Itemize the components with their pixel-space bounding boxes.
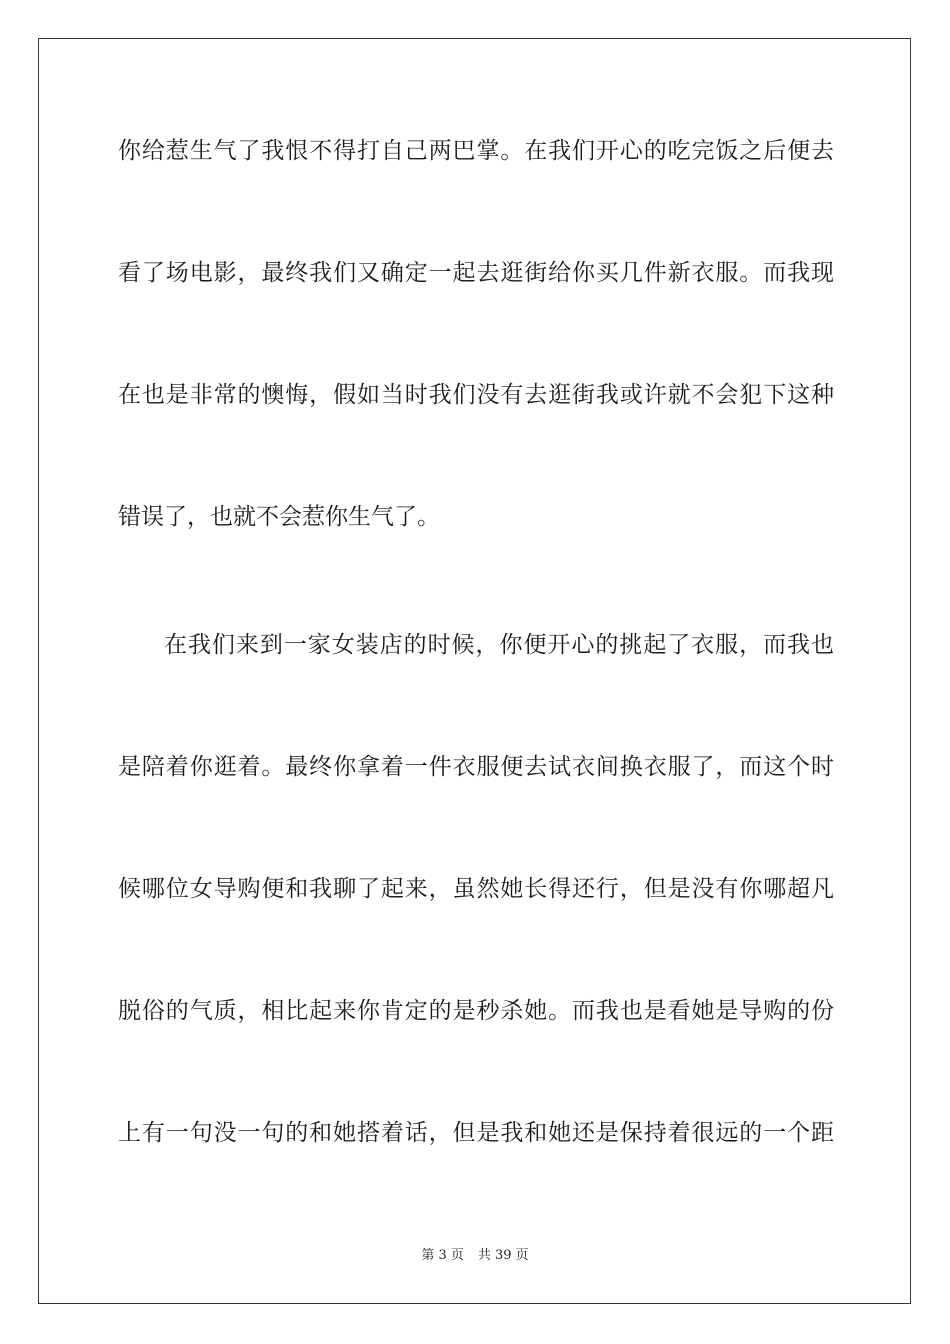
page-border — [38, 38, 911, 1304]
paragraph-line: 你给惹生气了我恨不得打自己两巴掌。在我们开心的吃完饭之后便去 — [118, 138, 834, 164]
page-footer — [0, 1246, 950, 1266]
paragraph-line: 看了场电影，最终我们又确定一起去逛街给你买几件新衣服。而我现 — [118, 260, 834, 286]
paragraph-line: 候哪位女导购便和我聊了起来，虽然她长得还行，但是没有你哪超凡 — [118, 876, 834, 902]
paragraph-line: 在也是非常的懊悔，假如当时我们没有去逛街我或许就不会犯下这种 — [118, 382, 834, 408]
page-total: 共 39 页 — [477, 1248, 529, 1263]
paragraph-line: 在我们来到一家女装店的时候，你便开心的挑起了衣服，而我也 — [164, 632, 834, 658]
paragraph-line: 脱俗的气质，相比起来你肯定的是秒杀她。而我也是看她是导购的份 — [118, 998, 834, 1024]
page-number: 第 3 页 — [421, 1248, 464, 1263]
paragraph-line: 错误了，也就不会惹你生气了。 — [118, 504, 440, 530]
paragraph-line: 是陪着你逛着。最终你拿着一件衣服便去试衣间换衣服了，而这个时 — [118, 754, 834, 780]
paragraph-line: 上有一句没一句的和她搭着话，但是我和她还是保持着很远的一个距 — [118, 1120, 834, 1146]
